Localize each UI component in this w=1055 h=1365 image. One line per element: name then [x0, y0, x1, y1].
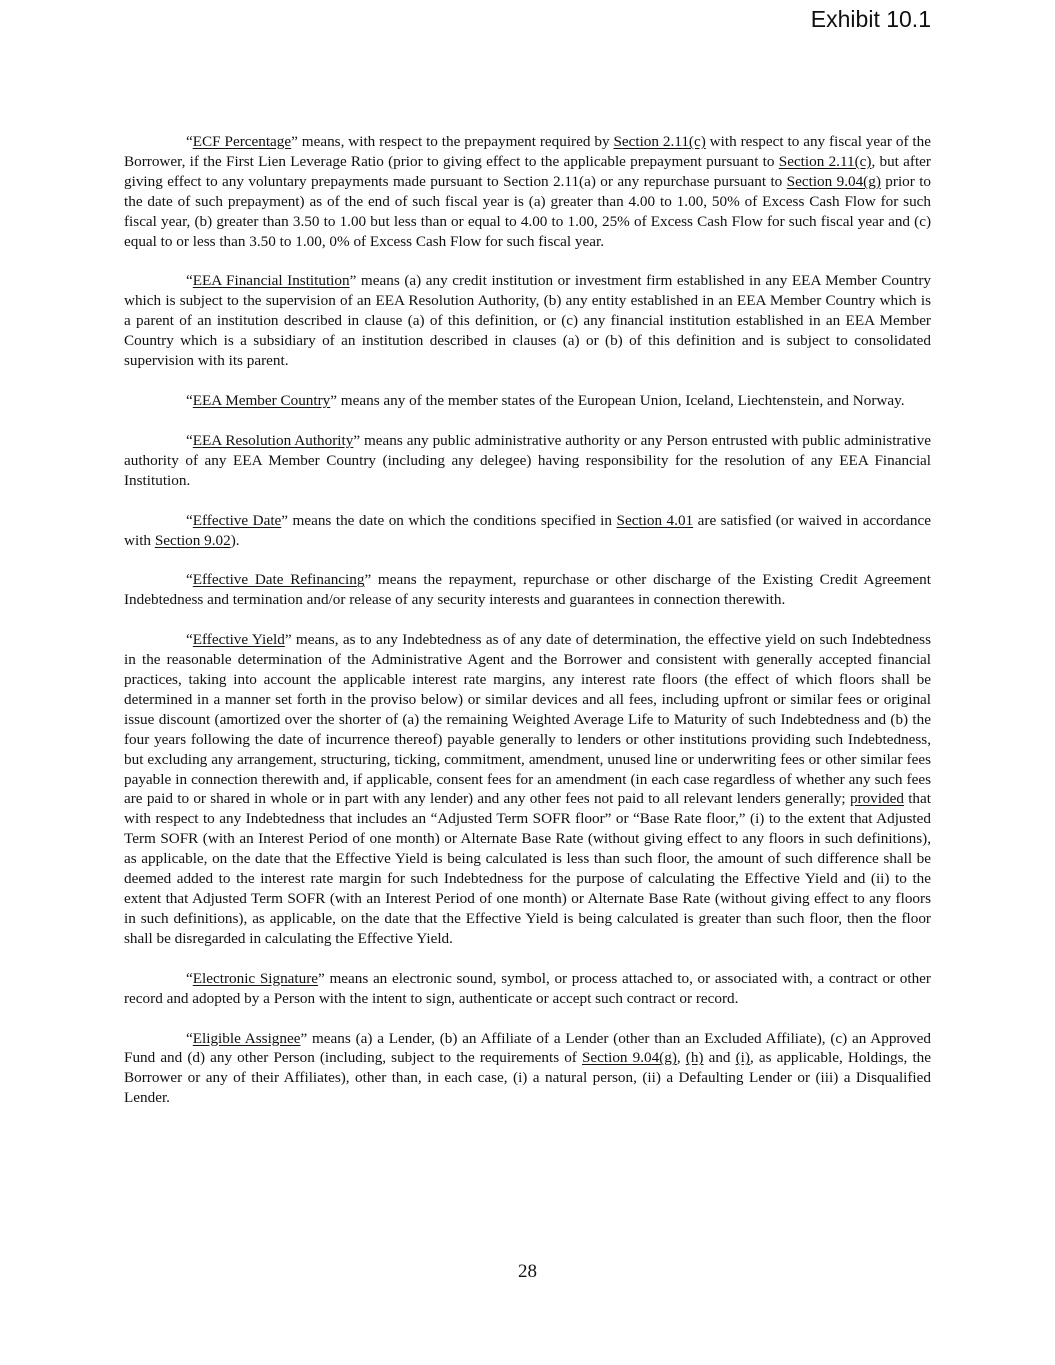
section-reference: Section 9.04(g)	[786, 172, 881, 190]
exhibit-label: Exhibit 10.1	[810, 6, 931, 32]
section-reference: Section 2.11(c)	[778, 152, 872, 170]
proviso-term: provided	[849, 790, 904, 808]
definition-effective-yield: “Effective Yield” means, as to any Indebtedness as of any date of determination, the effective yield on such Indebtedness in the reasonable determination of the Administrative Agent and the Borrower and consistent with generally accepted financial practices, taking into account the applicable interest rate margins, any interest rate floors (the effect of which floors shall be determined in a manner set forth in the proviso below) or similar devices and all fees, including upfront or similar fees or original issue discount (amortized over the shorter of (a) the remaining Weighted Average Life to Maturity of such Indebtedness and (b) the four years following the date of incurrence thereof) payable generally to lenders or other institutions providing such Indebtedness, but excluding any arrangement, structuring, ticking, commitment, amendment, unused line or underwriting fees or other similar fees payable in connection therewith and, if applicable, consent fees for an amendment (in each case regardless of whether any such fees are paid to or shared in whole or in part with any lender) and any other fees not paid to all relevant lenders generally; provided that with respect to any Indebtedness that includes an “Adjusted Term SOFR floor” or “Base Rate floor,” (i) to the extent that Adjusted Term SOFR (with an Interest Period of one month) or Alternate Base Rate (without giving effect to any floors in such definitions), as applicable, on the date that the Effective Yield is being calculated is less than such floor, the amount of such difference shall be deemed added to the interest rate margin for such Indebtedness for the purpose of calculating the Effective Yield and (ii) to the extent that Adjusted Term SOFR (with an Interest Period of one month) or Alternate Base Rate (without giving effect to any floors in such definitions), as applicable, on the date that the Effective Yield is being calculated is greater than such floor, then the floor shall be disregarded in calculating the Effective Yield.	[124, 631, 931, 947]
defined-term: EEA Resolution Authority	[192, 431, 354, 449]
defined-term: Effective Date Refinancing	[192, 571, 365, 589]
definition-eea-member-country: “EEA Member Country” means any of the member states of the European Union, Iceland, Liechtenstein, and Norway.	[186, 391, 905, 409]
defined-term: EEA Member Country	[192, 391, 331, 409]
definitions-section	[124, 132, 931, 1128]
section-reference: Section 2.11(c)	[613, 133, 706, 150]
section-reference: Section 9.02	[154, 531, 231, 549]
definition-effective-date-refinancing: “Effective Date Refinancing” means the repayment, repurchase or other discharge of the Existing Credit Agreement Indebtedness and termination and/or release of any security interests and guarantees in connection therewith.	[124, 571, 931, 609]
defined-term: Effective Yield	[192, 631, 285, 649]
defined-term: Effective Date	[192, 511, 282, 529]
definition-eligible-assignee: “Eligible Assignee” means (a) a Lender, (b) an Affiliate of a Lender (other than an Excluded Affiliate), (c) an Approved Fund and (d) any other Person (including, subject to the requirements of Section 9.04(g), (h) and (i), as applicable, Holdings, the Borrower or any of their Affiliates), other than, in each case, (i) a natural person, (ii) a Defaulting Lender or (iii) a Disqualified Lender.	[124, 1029, 931, 1107]
definition-eea-resolution-authority: “EEA Resolution Authority” means any public administrative authority or any Person entrusted with public administrative authority of any EEA Member Country (including any delegee) having responsibility for the resolution of any EEA Financial Institution.	[124, 431, 931, 489]
section-reference: Section 4.01	[616, 511, 694, 529]
section-reference: Section 9.04(g)	[581, 1049, 677, 1067]
defined-term: ECF Percentage	[192, 133, 292, 150]
defined-term: Eligible Assignee	[192, 1029, 301, 1047]
definition-ecf-percentage: “ECF Percentage” means, with respect to the prepayment required by Section 2.11(c) with respect to any fiscal year of the Borrower, if the First Lien Leverage Ratio (prior to giving effect to the applicable prepayment pursuant to Section 2.11(c), but after giving effect to any voluntary prepayments made pursuant to Section 2.11(a) or any repurchase pursuant to Section 9.04(g) prior to the date of such prepayment) as of the end of such fiscal year is (a) greater than 4.00 to 1.00, 50% of Excess Cash Flow for such fiscal year, (b) greater than 3.50 to 1.00 but less than or equal to 4.00 to 1.00, 25% of Excess Cash Flow for such fiscal year and (c) equal to or less than 3.50 to 1.00, 0% of Excess Cash Flow for such fiscal year.	[124, 133, 932, 250]
section-reference: (h)	[685, 1049, 704, 1067]
section-reference: (i)	[735, 1049, 750, 1067]
definition-effective-date: “Effective Date” means the date on which the conditions specified in Section 4.01 are satisfied (or waived in accordance with Section 9.02).	[124, 511, 931, 549]
definition-eea-financial-institution: “EEA Financial Institution” means (a) any credit institution or investment firm established in any EEA Member Country which is subject to the supervision of an EEA Resolution Authority, (b) any entity established in an EEA Member Country which is a parent of an institution described in clause (a) of this definition, or (c) any financial institution established in an EEA Member Country which is a subsidiary of an institution described in clauses (a) or (b) of this definition and is subject to consolidated supervision with its parent.	[124, 272, 932, 370]
defined-term: EEA Financial Institution	[192, 272, 350, 290]
definition-electronic-signature: “Electronic Signature” means an electronic sound, symbol, or process attached to, or associated with, a contract or other record and adopted by a Person with the intent to sign, authenticate or accept such contract or record.	[124, 969, 931, 1007]
page-number: 28	[518, 1261, 537, 1282]
defined-term: Electronic Signature	[192, 969, 319, 987]
